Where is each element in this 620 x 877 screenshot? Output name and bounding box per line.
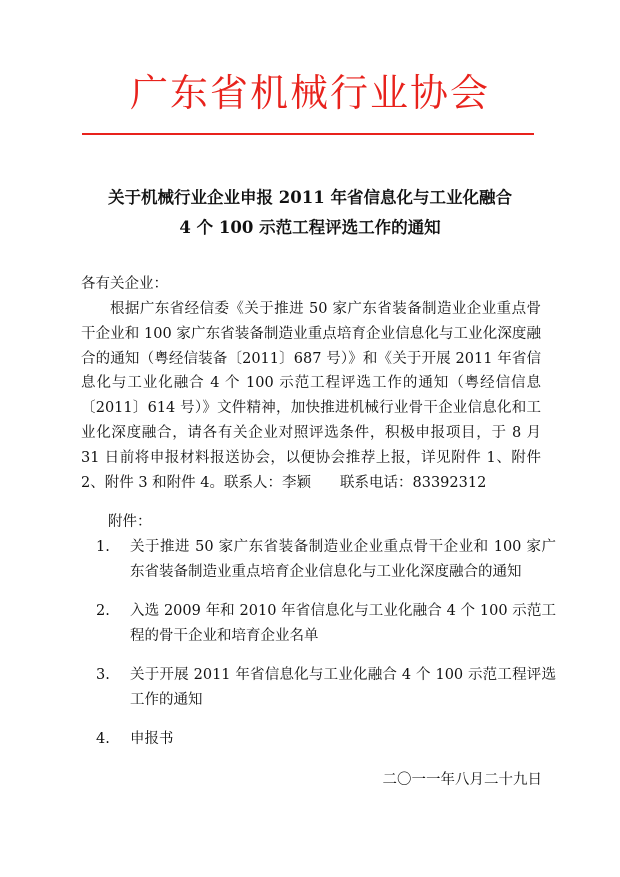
letterhead-org-name: 广东省机械行业协会 bbox=[129, 71, 490, 115]
attachment-text: 关于开展 2011 年省信息化与工业化融合 4 个 100 示范工程评选工作的通知 bbox=[130, 667, 556, 708]
salutation: 各有关企业： bbox=[81, 276, 168, 292]
attachment-item bbox=[96, 599, 556, 649]
document-title-line-2: 4 个 100 示范工程评选工作的通知 bbox=[179, 218, 441, 237]
attachments-label: 附件： bbox=[108, 514, 152, 530]
attachment-number: 1. bbox=[96, 539, 110, 555]
attachment-item bbox=[96, 535, 556, 585]
attachment-number: 4. bbox=[96, 731, 110, 747]
attachment-text: 入选 2009 年和 2010 年省信息化与工业化融合 4 个 100 示范工程的骨干企业和培育企业名单 bbox=[130, 603, 556, 644]
body-paragraph: 根据广东省经信委《关于推进 50 家广东省装备制造业企业重点骨干企业和 100 家广东省装备制造业重点培育企业信息化与工业化深度融合的通知（粤经信装备〔2011〕687 号）》和《关于开展 2011 年省信息化与工业化融合 4 个 100 示范工程评选工作的通知（粤经信信息〔2011〕614 号）》文件精神，加快推进机械行业骨干企业信息化和工业化深度融合，请各有关企业对照评选条件，积极申报项目，于 8 月 31 日前将申报材料报送协会，以便协会推荐上报，详见附件 1、附件 2、附件 3 和附件 4。联系人：李颖 联系电话：83392312 bbox=[81, 301, 541, 491]
letterhead-red-rule bbox=[82, 133, 534, 135]
attachment-number: 2. bbox=[96, 603, 110, 619]
attachments-list bbox=[96, 535, 556, 766]
attachment-text: 关于推进 50 家广东省装备制造业企业重点骨干企业和 100 家广东省装备制造业重点培育企业信息化与工业化深度融合的通知 bbox=[130, 539, 556, 580]
attachment-text: 申报书 bbox=[130, 731, 174, 747]
document-title bbox=[0, 183, 620, 243]
document-title-line-1: 关于机械行业企业申报 2011 年省信息化与工业化融合 bbox=[108, 188, 512, 207]
attachment-number: 3. bbox=[96, 667, 110, 683]
attachment-item bbox=[96, 663, 556, 713]
attachment-item bbox=[96, 727, 556, 752]
document-date: 二〇一一年八月二十九日 bbox=[382, 772, 542, 788]
